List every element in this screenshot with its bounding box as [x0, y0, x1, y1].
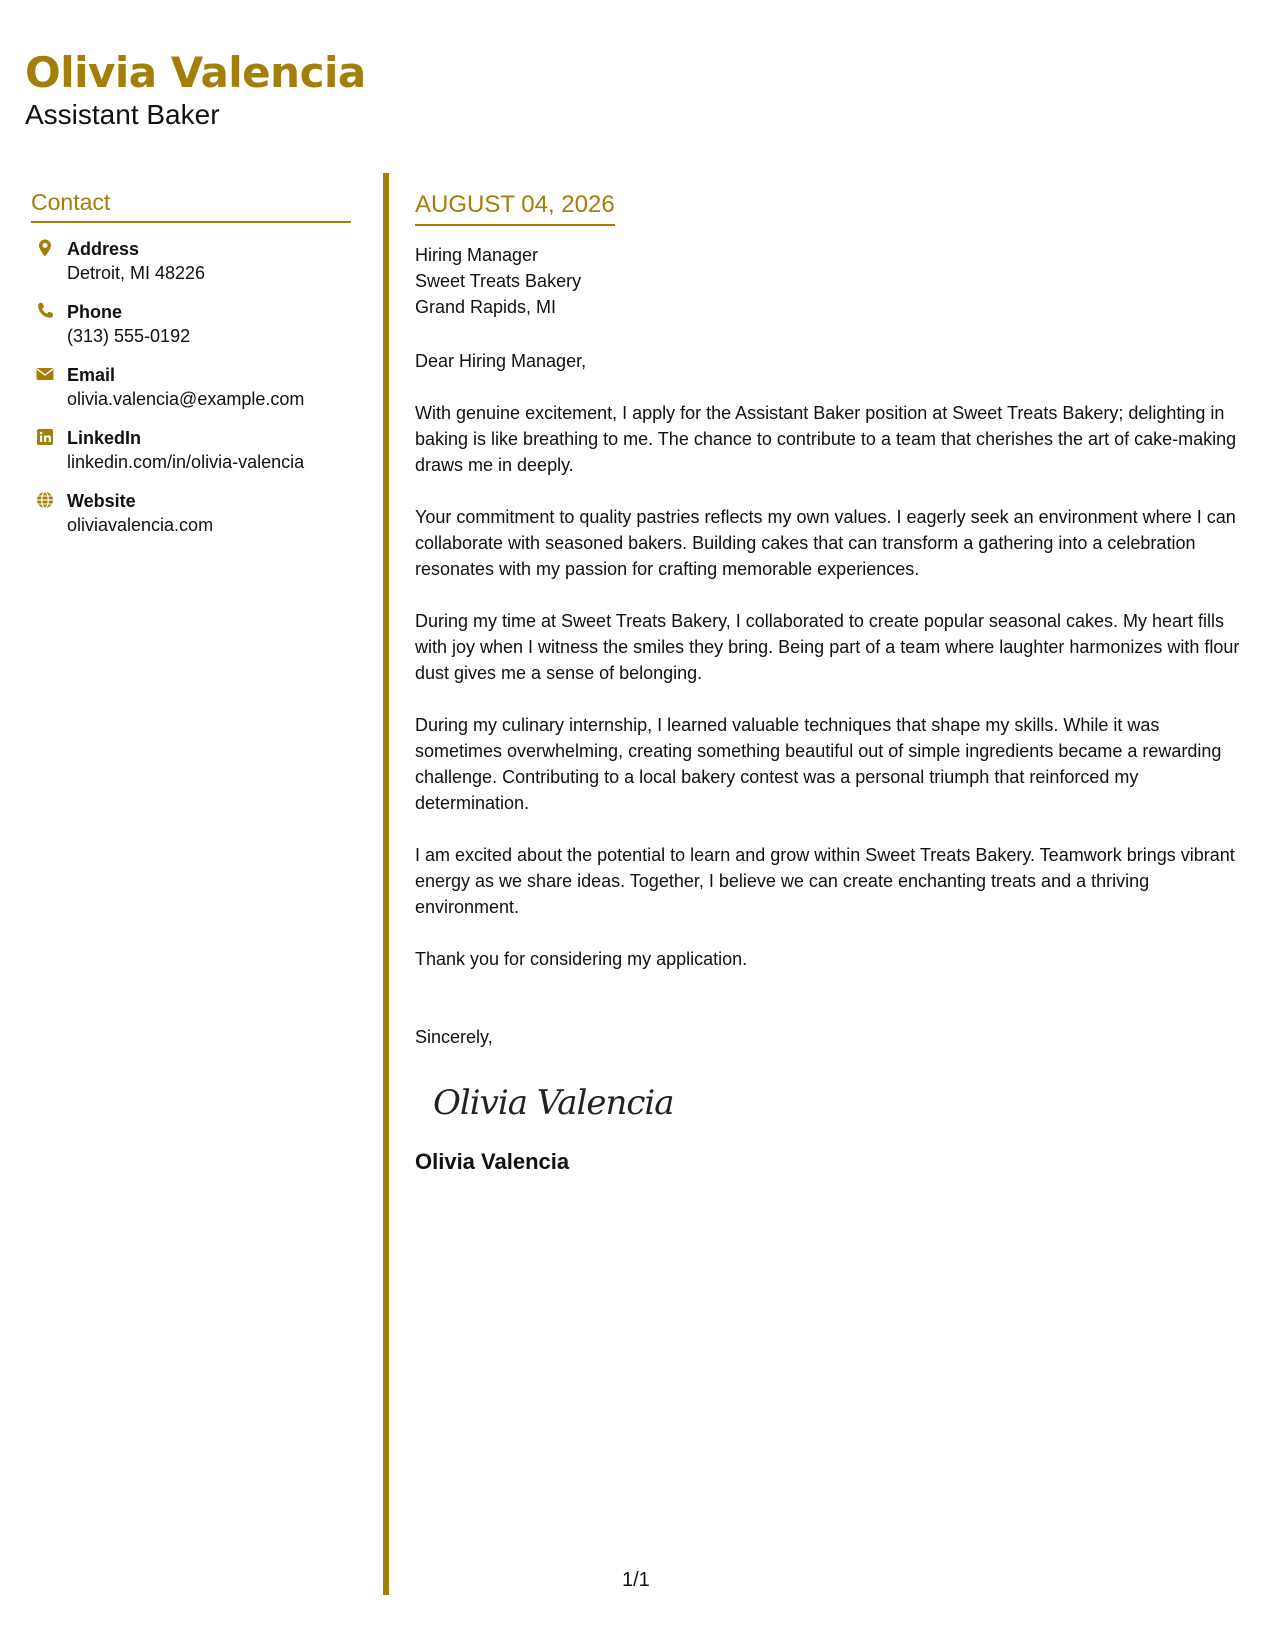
salutation: Dear Hiring Manager,: [415, 351, 587, 371]
contact-item-email: [31, 363, 351, 411]
phone-icon: [35, 301, 55, 321]
contact-item-address: [31, 237, 351, 285]
contact-value[interactable]: olivia.valencia@example.com: [67, 389, 305, 409]
signed-name: Olivia Valencia: [415, 1149, 570, 1174]
contact-label: Website: [67, 491, 136, 511]
closing: Sincerely,: [415, 1027, 493, 1047]
contact-item-website: [31, 489, 351, 537]
envelope-icon: [35, 364, 55, 384]
applicant-name: Olivia Valencia: [25, 48, 366, 97]
resume-header: [25, 48, 366, 132]
map-pin-icon: [35, 238, 55, 258]
recipient-line: Hiring Manager: [415, 245, 539, 265]
recipient-line: Grand Rapids, MI: [415, 297, 557, 317]
recipient-block: [415, 242, 1245, 320]
letter-paragraph: With genuine excitement, I apply for the Assistant Baker position at Sweet Treats Bakery; delighting in baking is like breathing to me. The chance to contribute to a team that cherishes the art of cake-making draws me in deeply.: [415, 403, 1237, 475]
letter-body: [415, 190, 1245, 1176]
letter-paragraph: During my time at Sweet Treats Bakery, I collaborated to create popular seasonal cakes. My heart fills with joy when I witness the smiles they bring. Being part of a team where laughter harmonizes with flour dust gives me a sense of belonging.: [415, 611, 1240, 683]
contact-heading: Contact: [31, 188, 351, 223]
contact-label: LinkedIn: [67, 428, 142, 448]
contact-value[interactable]: oliviavalencia.com: [67, 515, 214, 535]
letter-paragraph: During my culinary internship, I learned valuable techniques that shape my skills. While it was sometimes overwhelming, creating something beautiful out of simple ingredients became a rewarding challenge. Contributing to a local bakery contest was a personal triumph that reinforced my determination.: [415, 715, 1222, 813]
contact-value: (313) 555-0192: [67, 326, 191, 346]
contact-value: Detroit, MI 48226: [67, 263, 206, 283]
letter-paragraph: I am excited about the potential to learn and grow within Sweet Treats Bakery. Teamwork brings vibrant energy as we share ideas. Together, I believe we can create enchanting treats and a thriving environment.: [415, 845, 1235, 917]
globe-icon: [35, 490, 55, 510]
contact-label: Phone: [67, 302, 123, 322]
contact-item-phone: [31, 300, 351, 348]
contact-value[interactable]: linkedin.com/in/olivia-valencia: [67, 452, 305, 472]
column-divider: [383, 173, 389, 1595]
contact-item-linkedin: [31, 426, 351, 474]
linkedin-icon: [35, 427, 55, 447]
applicant-role: Assistant Baker: [25, 99, 220, 130]
recipient-line: Sweet Treats Bakery: [415, 271, 582, 291]
letter-paragraph: Your commitment to quality pastries reflects my own values. I eagerly seek an environment where I can collaborate with seasoned bakers. Building cakes that can transform a gathering into a celebration resonates with my passion for crafting memorable experiences.: [415, 507, 1236, 579]
contact-label: Address: [67, 239, 140, 259]
handwritten-signature: Olivia Valencia: [433, 1083, 674, 1123]
contact-sidebar: [31, 188, 351, 552]
contact-label: Email: [67, 365, 116, 385]
letter-paragraph: Thank you for considering my application.: [415, 949, 748, 969]
page-number: 1/1: [622, 1569, 650, 1591]
letter-date: AUGUST 04, 2026: [415, 190, 615, 226]
